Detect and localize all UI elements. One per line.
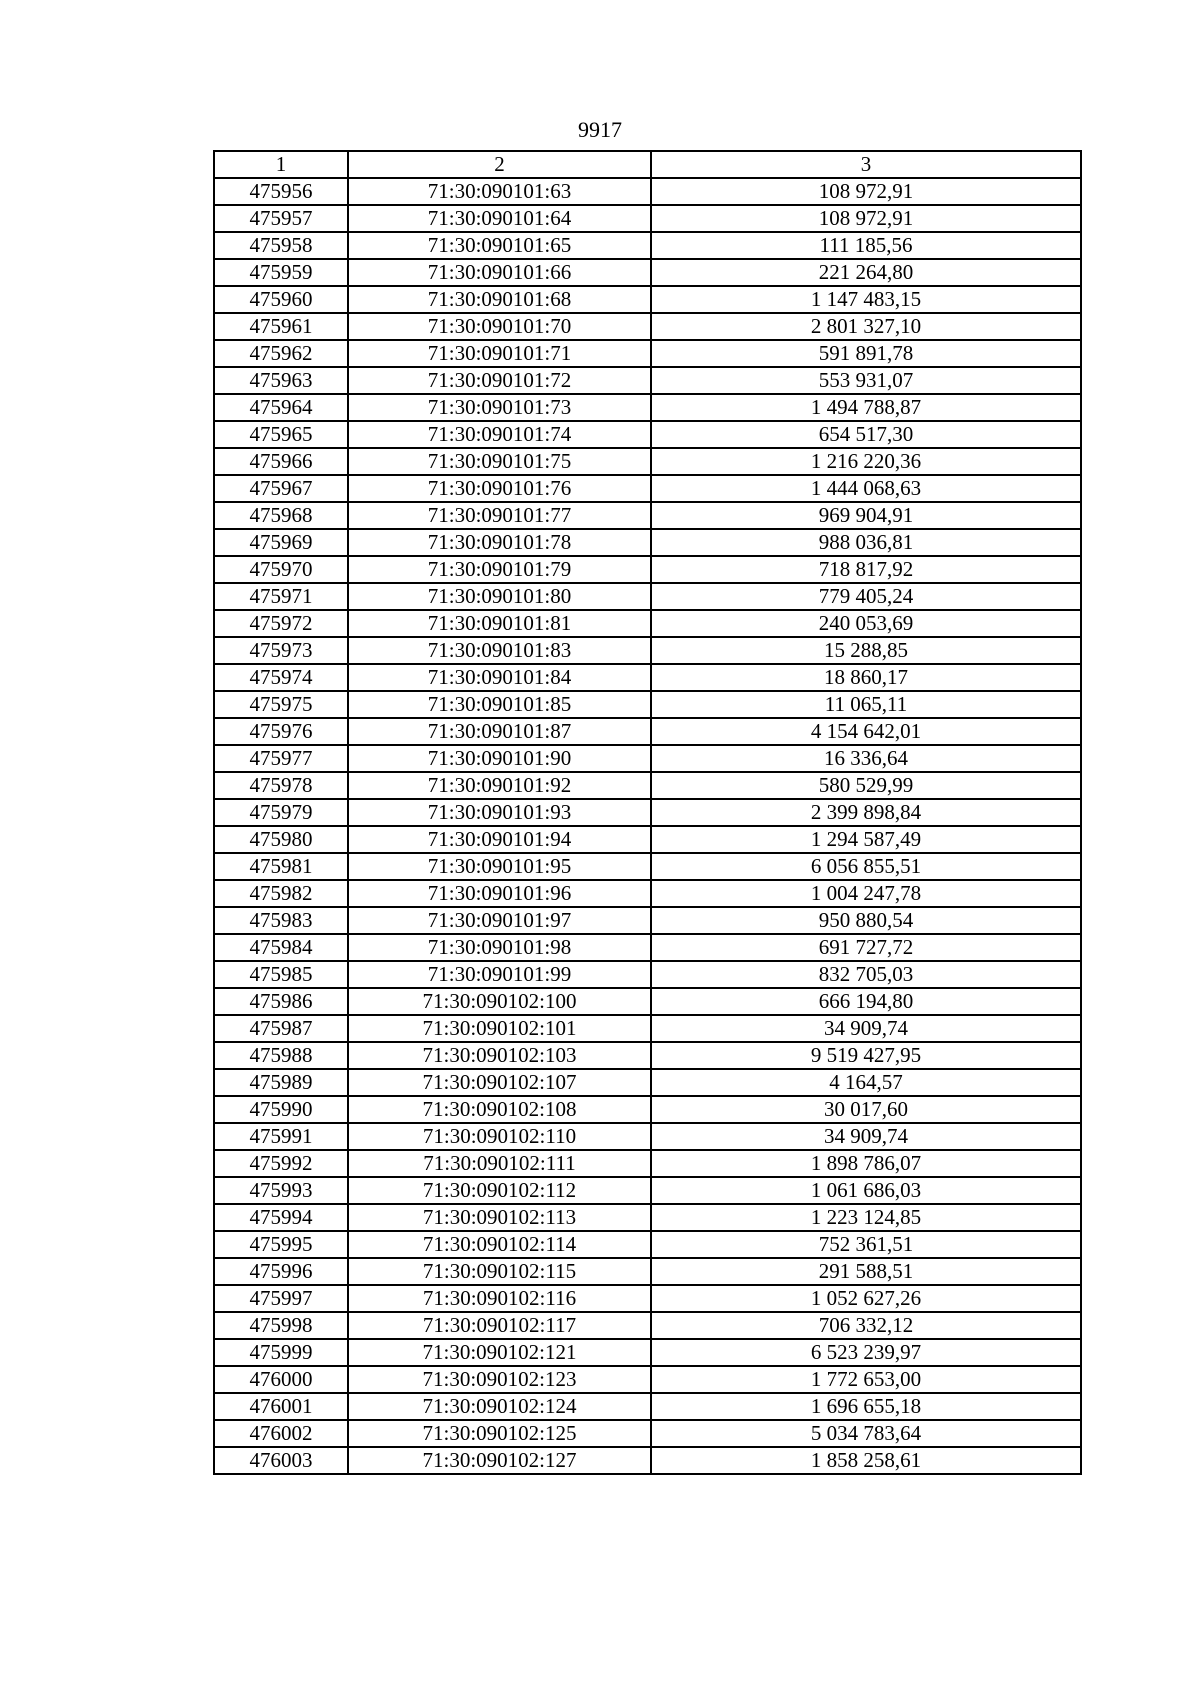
row-number-cell: 475985 [214,961,348,988]
value-cell: 1 061 686,03 [651,1177,1081,1204]
table-row [214,1258,1081,1285]
row-number-cell: 475997 [214,1285,348,1312]
table-row [214,367,1081,394]
value-cell: 291 588,51 [651,1258,1081,1285]
row-number-cell: 475969 [214,529,348,556]
value-cell: 752 361,51 [651,1231,1081,1258]
cadastral-number-cell: 71:30:090101:94 [348,826,651,853]
value-cell: 553 931,07 [651,367,1081,394]
table-row [214,529,1081,556]
cadastral-number-cell: 71:30:090101:75 [348,448,651,475]
cadastral-number-cell: 71:30:090101:74 [348,421,651,448]
table-row [214,637,1081,664]
table-row [214,826,1081,853]
cadastral-number-cell: 71:30:090102:115 [348,1258,651,1285]
value-cell: 18 860,17 [651,664,1081,691]
table-row [214,448,1081,475]
value-cell: 11 065,11 [651,691,1081,718]
cadastral-number-cell: 71:30:090101:71 [348,340,651,367]
row-number-cell: 475981 [214,853,348,880]
value-cell: 15 288,85 [651,637,1081,664]
table-row [214,1096,1081,1123]
cadastral-number-cell: 71:30:090101:98 [348,934,651,961]
cadastral-number-cell: 71:30:090101:78 [348,529,651,556]
cadastral-number-cell: 71:30:090102:108 [348,1096,651,1123]
row-number-cell: 476002 [214,1420,348,1447]
row-number-cell: 475987 [214,1015,348,1042]
row-number-cell: 475956 [214,178,348,205]
value-cell: 4 164,57 [651,1069,1081,1096]
row-number-cell: 475999 [214,1339,348,1366]
cadastral-number-cell: 71:30:090101:68 [348,286,651,313]
row-number-cell: 475986 [214,988,348,1015]
cadastral-number-cell: 71:30:090102:127 [348,1447,651,1474]
table-row [214,583,1081,610]
value-cell: 666 194,80 [651,988,1081,1015]
table-row [214,502,1081,529]
cadastral-number-cell: 71:30:090102:125 [348,1420,651,1447]
table-row [214,1015,1081,1042]
cadastral-number-cell: 71:30:090101:92 [348,772,651,799]
row-number-cell: 475992 [214,1150,348,1177]
value-cell: 6 056 855,51 [651,853,1081,880]
cadastral-number-cell: 71:30:090102:110 [348,1123,651,1150]
cadastral-number-cell: 71:30:090102:124 [348,1393,651,1420]
column-header-3: 3 [651,151,1081,178]
cadastral-number-cell: 71:30:090102:107 [348,1069,651,1096]
value-cell: 108 972,91 [651,178,1081,205]
cadastral-number-cell: 71:30:090101:95 [348,853,651,880]
table-row [214,1447,1081,1474]
table-row [214,286,1081,313]
row-number-cell: 475979 [214,799,348,826]
table-row [214,259,1081,286]
value-cell: 1 858 258,61 [651,1447,1081,1474]
value-cell: 1 004 247,78 [651,880,1081,907]
table-row [214,988,1081,1015]
value-cell: 1 898 786,07 [651,1150,1081,1177]
table-row [214,232,1081,259]
row-number-cell: 475972 [214,610,348,637]
value-cell: 1 494 788,87 [651,394,1081,421]
row-number-cell: 475984 [214,934,348,961]
cadastral-number-cell: 71:30:090101:72 [348,367,651,394]
row-number-cell: 475961 [214,313,348,340]
row-number-cell: 475967 [214,475,348,502]
value-cell: 34 909,74 [651,1015,1081,1042]
table-row [214,1150,1081,1177]
cadastral-number-cell: 71:30:090101:64 [348,205,651,232]
table-row [214,1339,1081,1366]
value-cell: 2 801 327,10 [651,313,1081,340]
table-row [214,1177,1081,1204]
table-row [214,421,1081,448]
value-cell: 654 517,30 [651,421,1081,448]
cadastral-number-cell: 71:30:090102:121 [348,1339,651,1366]
table-row [214,556,1081,583]
value-cell: 111 185,56 [651,232,1081,259]
table-body [214,178,1081,1474]
value-cell: 16 336,64 [651,745,1081,772]
row-number-cell: 475957 [214,205,348,232]
row-number-cell: 475962 [214,340,348,367]
row-number-cell: 475958 [214,232,348,259]
cadastral-number-cell: 71:30:090102:100 [348,988,651,1015]
table-row [214,961,1081,988]
row-number-cell: 475960 [214,286,348,313]
value-cell: 1 223 124,85 [651,1204,1081,1231]
row-number-cell: 475994 [214,1204,348,1231]
value-cell: 779 405,24 [651,583,1081,610]
row-number-cell: 475977 [214,745,348,772]
value-cell: 1 147 483,15 [651,286,1081,313]
row-number-cell: 475998 [214,1312,348,1339]
row-number-cell: 475974 [214,664,348,691]
row-number-cell: 475959 [214,259,348,286]
table-row [214,1312,1081,1339]
cadastral-number-cell: 71:30:090101:65 [348,232,651,259]
cadastral-number-cell: 71:30:090102:112 [348,1177,651,1204]
table-row [214,1420,1081,1447]
row-number-cell: 475991 [214,1123,348,1150]
table-row [214,394,1081,421]
row-number-cell: 475982 [214,880,348,907]
cadastral-number-cell: 71:30:090102:116 [348,1285,651,1312]
cadastral-number-cell: 71:30:090101:73 [348,394,651,421]
table-row [214,1042,1081,1069]
row-number-cell: 475971 [214,583,348,610]
table-row [214,718,1081,745]
cadastral-number-cell: 71:30:090101:79 [348,556,651,583]
column-header-2: 2 [348,151,651,178]
table-row [214,907,1081,934]
row-number-cell: 475989 [214,1069,348,1096]
cadastral-number-cell: 71:30:090101:85 [348,691,651,718]
table-row [214,1285,1081,1312]
value-cell: 1 216 220,36 [651,448,1081,475]
cadastral-number-cell: 71:30:090101:84 [348,664,651,691]
row-number-cell: 475976 [214,718,348,745]
value-cell: 240 053,69 [651,610,1081,637]
cadastral-number-cell: 71:30:090101:90 [348,745,651,772]
row-number-cell: 475966 [214,448,348,475]
cadastral-number-cell: 71:30:090101:77 [348,502,651,529]
value-cell: 950 880,54 [651,907,1081,934]
value-cell: 718 817,92 [651,556,1081,583]
cadastral-number-cell: 71:30:090102:113 [348,1204,651,1231]
row-number-cell: 476000 [214,1366,348,1393]
value-cell: 30 017,60 [651,1096,1081,1123]
value-cell: 4 154 642,01 [651,718,1081,745]
row-number-cell: 475980 [214,826,348,853]
table-row [214,1123,1081,1150]
table-row [214,691,1081,718]
table-row [214,1393,1081,1420]
row-number-cell: 475995 [214,1231,348,1258]
table-row [214,610,1081,637]
cadastral-number-cell: 71:30:090101:87 [348,718,651,745]
row-number-cell: 475965 [214,421,348,448]
value-cell: 591 891,78 [651,340,1081,367]
table-row [214,664,1081,691]
table-row [214,1204,1081,1231]
table-row [214,1366,1081,1393]
page-number: 9917 [578,117,622,142]
row-number-cell: 475973 [214,637,348,664]
value-cell: 969 904,91 [651,502,1081,529]
row-number-cell: 475963 [214,367,348,394]
row-number-cell: 475968 [214,502,348,529]
row-number-cell: 475983 [214,907,348,934]
cadastral-number-cell: 71:30:090101:93 [348,799,651,826]
table-row [214,853,1081,880]
table-row [214,772,1081,799]
value-cell: 5 034 783,64 [651,1420,1081,1447]
value-cell: 1 052 627,26 [651,1285,1081,1312]
value-cell: 580 529,99 [651,772,1081,799]
cadastral-number-cell: 71:30:090101:83 [348,637,651,664]
table-row [214,475,1081,502]
value-cell: 1 444 068,63 [651,475,1081,502]
value-cell: 988 036,81 [651,529,1081,556]
cadastral-number-cell: 71:30:090102:114 [348,1231,651,1258]
cadastral-number-cell: 71:30:090101:76 [348,475,651,502]
row-number-cell: 475970 [214,556,348,583]
table-row [214,745,1081,772]
row-number-cell: 475964 [214,394,348,421]
value-cell: 9 519 427,95 [651,1042,1081,1069]
value-cell: 1 294 587,49 [651,826,1081,853]
cadastral-number-cell: 71:30:090102:111 [348,1150,651,1177]
row-number-cell: 475988 [214,1042,348,1069]
registry-table [213,150,1082,1475]
row-number-cell: 475978 [214,772,348,799]
value-cell: 221 264,80 [651,259,1081,286]
value-cell: 832 705,03 [651,961,1081,988]
cadastral-number-cell: 71:30:090101:63 [348,178,651,205]
row-number-cell: 476003 [214,1447,348,1474]
table-row [214,178,1081,205]
value-cell: 34 909,74 [651,1123,1081,1150]
value-cell: 1 772 653,00 [651,1366,1081,1393]
cadastral-number-cell: 71:30:090101:80 [348,583,651,610]
table-row [214,340,1081,367]
cadastral-number-cell: 71:30:090101:70 [348,313,651,340]
cadastral-number-cell: 71:30:090101:96 [348,880,651,907]
table-row [214,1231,1081,1258]
value-cell: 706 332,12 [651,1312,1081,1339]
cadastral-number-cell: 71:30:090101:66 [348,259,651,286]
table-header-row [214,151,1081,178]
table-row [214,205,1081,232]
value-cell: 1 696 655,18 [651,1393,1081,1420]
table-row [214,880,1081,907]
row-number-cell: 475996 [214,1258,348,1285]
cadastral-number-cell: 71:30:090102:117 [348,1312,651,1339]
value-cell: 6 523 239,97 [651,1339,1081,1366]
table-row [214,799,1081,826]
column-header-1: 1 [214,151,348,178]
value-cell: 108 972,91 [651,205,1081,232]
row-number-cell: 475975 [214,691,348,718]
row-number-cell: 476001 [214,1393,348,1420]
table-row [214,313,1081,340]
cadastral-number-cell: 71:30:090101:99 [348,961,651,988]
table-row [214,1069,1081,1096]
cadastral-number-cell: 71:30:090102:103 [348,1042,651,1069]
cadastral-number-cell: 71:30:090102:101 [348,1015,651,1042]
table-row [214,934,1081,961]
cadastral-number-cell: 71:30:090102:123 [348,1366,651,1393]
cadastral-number-cell: 71:30:090101:97 [348,907,651,934]
value-cell: 2 399 898,84 [651,799,1081,826]
cadastral-number-cell: 71:30:090101:81 [348,610,651,637]
value-cell: 691 727,72 [651,934,1081,961]
row-number-cell: 475990 [214,1096,348,1123]
row-number-cell: 475993 [214,1177,348,1204]
